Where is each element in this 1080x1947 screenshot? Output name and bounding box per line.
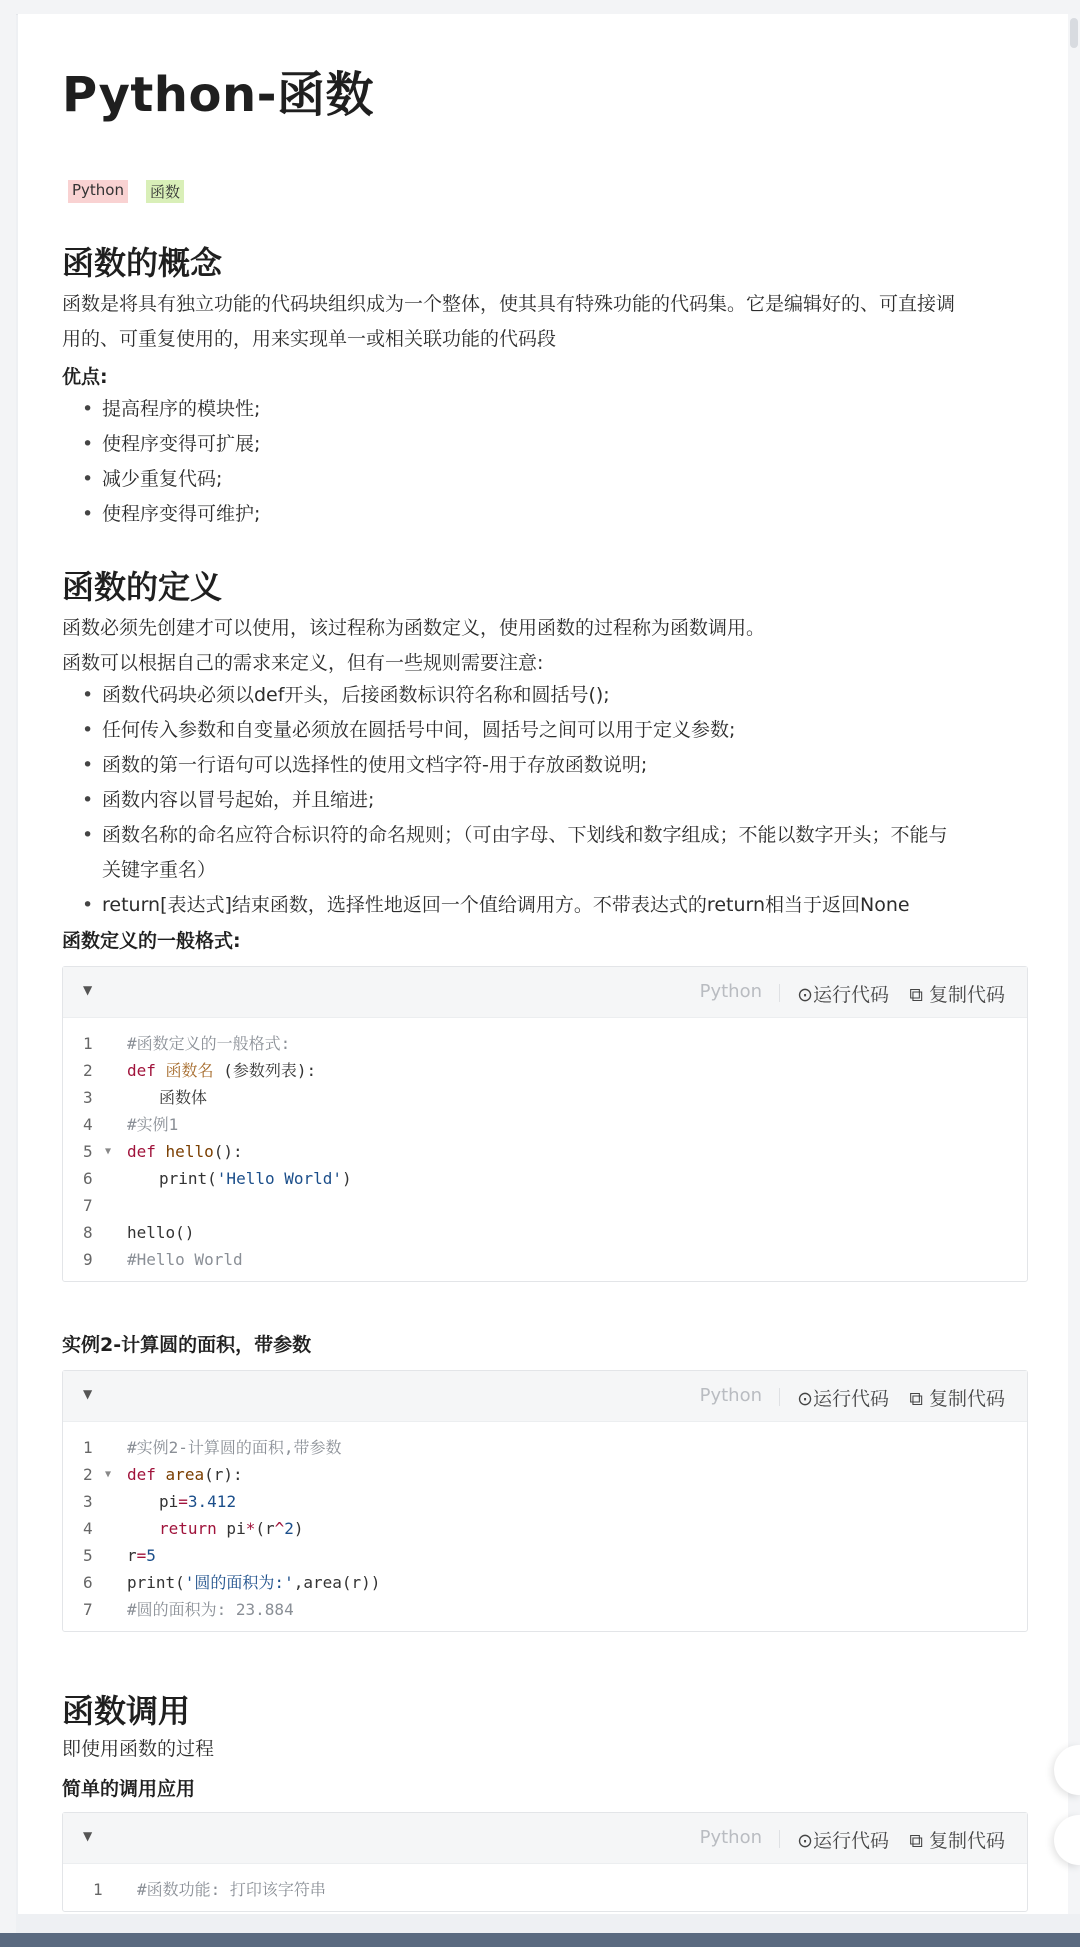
- line-number: 9: [83, 1250, 93, 1269]
- copy-code-label: 复制代码: [928, 984, 1005, 1006]
- line-number: 4: [83, 1519, 93, 1538]
- line-number: 1: [93, 1880, 103, 1899]
- toolbar-divider: [779, 1388, 780, 1406]
- format-label: 函数定义的一般格式:: [62, 930, 241, 952]
- code-language-label: Python: [699, 1385, 762, 1406]
- code-block-3: [62, 1812, 1028, 1912]
- code-text: hello(): [127, 1223, 195, 1242]
- code-line: [63, 1461, 1027, 1488]
- code-keyword: def: [127, 1142, 156, 1161]
- code-language-label: Python: [699, 1827, 762, 1848]
- code-text: pi: [159, 1492, 179, 1511]
- copy-icon: ⧉: [909, 1830, 929, 1852]
- section-heading-call: 函数调用: [62, 1692, 191, 1730]
- page-title: Python-函数: [62, 67, 375, 123]
- code-block-toolbar: [63, 1371, 1027, 1422]
- code-line: [63, 1165, 1027, 1192]
- definition-paragraph-1: 函数必须先创建才可以使用，该过程称为函数定义，使用函数的过程称为函数调用。: [62, 617, 766, 639]
- scrollbar[interactable]: [1068, 14, 1080, 1914]
- code-comment: #函数功能: 打印该字符串: [137, 1880, 326, 1899]
- code-function-name: hello: [165, 1142, 214, 1161]
- code-number: 3.412: [187, 1492, 237, 1511]
- fold-arrow-icon[interactable]: ▼: [105, 1146, 112, 1157]
- code-number: 2: [284, 1519, 294, 1538]
- code-text: ():: [213, 1142, 243, 1161]
- line-number: 3: [83, 1088, 93, 1107]
- list-item-text: 函数名称的命名应符合标识符的命名规则；（可由字母、下划线和数字组成；不能以数字开头；不能与: [102, 824, 948, 846]
- code-text: (r):: [204, 1465, 243, 1484]
- play-circle-icon: ⊙: [797, 984, 813, 1006]
- code-comment: #实例2-计算圆的面积,带参数: [127, 1438, 342, 1457]
- code-text: [159, 1488, 236, 1515]
- advantages-list: [82, 392, 1022, 532]
- bottom-bar: [0, 1933, 1080, 1947]
- code-line: [63, 1084, 1027, 1111]
- article-page: [18, 14, 1068, 1914]
- section-heading-concept: 函数的概念: [62, 244, 223, 282]
- line-number: 1: [83, 1034, 93, 1053]
- line-number: 2: [83, 1061, 93, 1080]
- run-code-label: 运行代码: [812, 1830, 889, 1852]
- code-line: [63, 1569, 1027, 1596]
- definition-paragraph-2: 函数可以根据自己的需求来定义，但有一些规则需要注意:: [62, 652, 544, 674]
- code-text: print(: [127, 1573, 185, 1592]
- run-code-label: 运行代码: [812, 1388, 889, 1410]
- code-body[interactable]: [63, 1422, 1027, 1631]
- code-keyword: return: [159, 1519, 217, 1538]
- code-function-name: area: [165, 1465, 205, 1484]
- list-item: • 函数代码块必须以def开头，后接函数标识符名称和圆括号();: [82, 678, 1022, 713]
- concept-paragraph-line2: 用的、可重复使用的，用来实现单一或相关联功能的代码段: [62, 328, 557, 350]
- play-circle-icon: ⊙: [797, 1830, 813, 1852]
- code-text: [159, 1165, 352, 1192]
- line-number: 8: [83, 1223, 93, 1242]
- code-text: (参数列表):: [213, 1061, 317, 1080]
- code-block-2: [62, 1370, 1028, 1632]
- code-text: r: [127, 1546, 137, 1565]
- collapse-caret-icon[interactable]: ▼: [83, 1829, 93, 1843]
- list-item: • 函数的第一行语句可以选择性的使用文档字符-用于存放函数说明;: [82, 748, 1022, 783]
- code-line: [63, 1192, 1027, 1219]
- left-margin: [0, 0, 16, 1947]
- line-number: 4: [83, 1115, 93, 1134]
- code-line: [63, 1030, 1027, 1057]
- tag-function[interactable]: 函数: [146, 180, 184, 203]
- line-number: 7: [83, 1196, 93, 1215]
- code-line: [63, 1138, 1027, 1165]
- code-comment: #实例1: [127, 1115, 179, 1134]
- copy-code-label: 复制代码: [928, 1388, 1005, 1410]
- line-number: 3: [83, 1492, 93, 1511]
- line-number: 6: [83, 1573, 93, 1592]
- code-block-1: [62, 966, 1028, 1282]
- rules-list: [82, 678, 1022, 923]
- line-number: 5: [83, 1142, 93, 1161]
- code-body[interactable]: [63, 1018, 1027, 1281]
- code-comment: #函数定义的一般格式:: [127, 1034, 291, 1053]
- fold-arrow-icon[interactable]: ▼: [105, 1469, 112, 1480]
- collapse-caret-icon[interactable]: ▼: [83, 1387, 93, 1401]
- list-item: • 使程序变得可维护;: [82, 497, 1022, 532]
- code-block-toolbar: [63, 1813, 1027, 1864]
- run-code-label: 运行代码: [812, 984, 889, 1006]
- code-text: pi: [216, 1519, 246, 1538]
- line-number: 6: [83, 1169, 93, 1188]
- code-number: 5: [146, 1546, 156, 1565]
- list-item: • 使程序变得可扩展;: [82, 427, 1022, 462]
- run-code-button[interactable]: [797, 1826, 889, 1853]
- copy-code-button[interactable]: [909, 1826, 1005, 1853]
- advantages-label: 优点:: [62, 366, 108, 388]
- example2-label: 实例2-计算圆的面积，带参数: [62, 1334, 312, 1356]
- list-item: [82, 818, 1022, 888]
- list-item: • 函数内容以冒号起始，并且缩进;: [82, 783, 1022, 818]
- code-text: 函数体: [159, 1088, 208, 1107]
- code-operator: ^: [274, 1519, 285, 1538]
- code-line: [63, 1515, 1027, 1542]
- code-line: [63, 1434, 1027, 1461]
- toolbar-divider: [779, 1830, 780, 1848]
- top-bar: [0, 0, 1080, 15]
- play-circle-icon: ⊙: [797, 1388, 813, 1410]
- copy-code-button[interactable]: [909, 980, 1005, 1007]
- copy-code-label: 复制代码: [928, 1830, 1005, 1852]
- code-text: [127, 1057, 316, 1084]
- code-line: [63, 1542, 1027, 1569]
- code-block-toolbar: [63, 967, 1027, 1018]
- line-number: 5: [83, 1546, 93, 1565]
- code-line: [63, 1876, 1027, 1903]
- line-number: 7: [83, 1600, 93, 1619]
- code-line: [63, 1111, 1027, 1138]
- tag-python[interactable]: Python: [68, 180, 128, 203]
- list-item: • 任何传入参数和自变量必须放在圆括号中间，圆括号之间可以用于定义参数;: [82, 713, 1022, 748]
- code-text: print(: [159, 1169, 217, 1188]
- line-number: 2: [83, 1465, 93, 1484]
- code-keyword: def: [127, 1061, 156, 1080]
- line-number: 1: [83, 1438, 93, 1457]
- code-text: [127, 1569, 380, 1596]
- code-line: [63, 1246, 1027, 1273]
- tag-list: [68, 180, 184, 203]
- copy-code-button[interactable]: [909, 1384, 1005, 1411]
- code-line: [63, 1057, 1027, 1084]
- code-text: ,area(r)): [293, 1573, 381, 1592]
- code-text: [159, 1515, 304, 1542]
- code-text: (r: [255, 1519, 275, 1538]
- code-line: [63, 1219, 1027, 1246]
- copy-icon: ⧉: [909, 1388, 929, 1410]
- run-code-button[interactable]: [797, 1384, 889, 1411]
- code-comment: #圆的面积为: 23.884: [127, 1600, 294, 1619]
- concept-paragraph-line1: 函数是将具有独立功能的代码块组织成为一个整体，使其具有特殊功能的代码集。它是编辑好的、可直接调: [62, 293, 956, 315]
- code-body[interactable]: [63, 1864, 1027, 1911]
- code-language-label: Python: [699, 981, 762, 1002]
- code-operator: *: [245, 1519, 256, 1538]
- simple-call-label: 简单的调用应用: [62, 1778, 196, 1800]
- code-function-name: 函数名: [165, 1061, 214, 1080]
- call-paragraph: 即使用函数的过程: [62, 1738, 215, 1760]
- code-comment: #Hello World: [127, 1250, 243, 1269]
- list-item: • 减少重复代码;: [82, 462, 1022, 497]
- list-item: • return[表达式]结束函数，选择性地返回一个值给调用方。不带表达式的return相当于返回None: [82, 888, 1022, 923]
- scrollbar-thumb[interactable]: [1070, 18, 1078, 48]
- list-item-text-cont: 关键字重名）: [102, 859, 217, 881]
- code-keyword: def: [127, 1465, 156, 1484]
- code-text: [127, 1461, 243, 1488]
- code-string: 'Hello World': [216, 1169, 343, 1188]
- code-operator: =: [178, 1492, 188, 1511]
- section-heading-definition: 函数的定义: [62, 568, 223, 606]
- code-text: [127, 1138, 243, 1165]
- toolbar-divider: [779, 984, 780, 1002]
- code-line: [63, 1596, 1027, 1623]
- code-text: [127, 1542, 156, 1569]
- code-string: '圆的面积为:': [184, 1573, 294, 1592]
- code-text: ): [342, 1169, 352, 1188]
- list-item: • 提高程序的模块性;: [82, 392, 1022, 427]
- code-text: ): [293, 1519, 304, 1538]
- copy-icon: ⧉: [909, 984, 929, 1006]
- collapse-caret-icon[interactable]: ▼: [83, 983, 93, 997]
- code-operator: =: [136, 1546, 147, 1565]
- code-line: [63, 1488, 1027, 1515]
- run-code-button[interactable]: [797, 980, 889, 1007]
